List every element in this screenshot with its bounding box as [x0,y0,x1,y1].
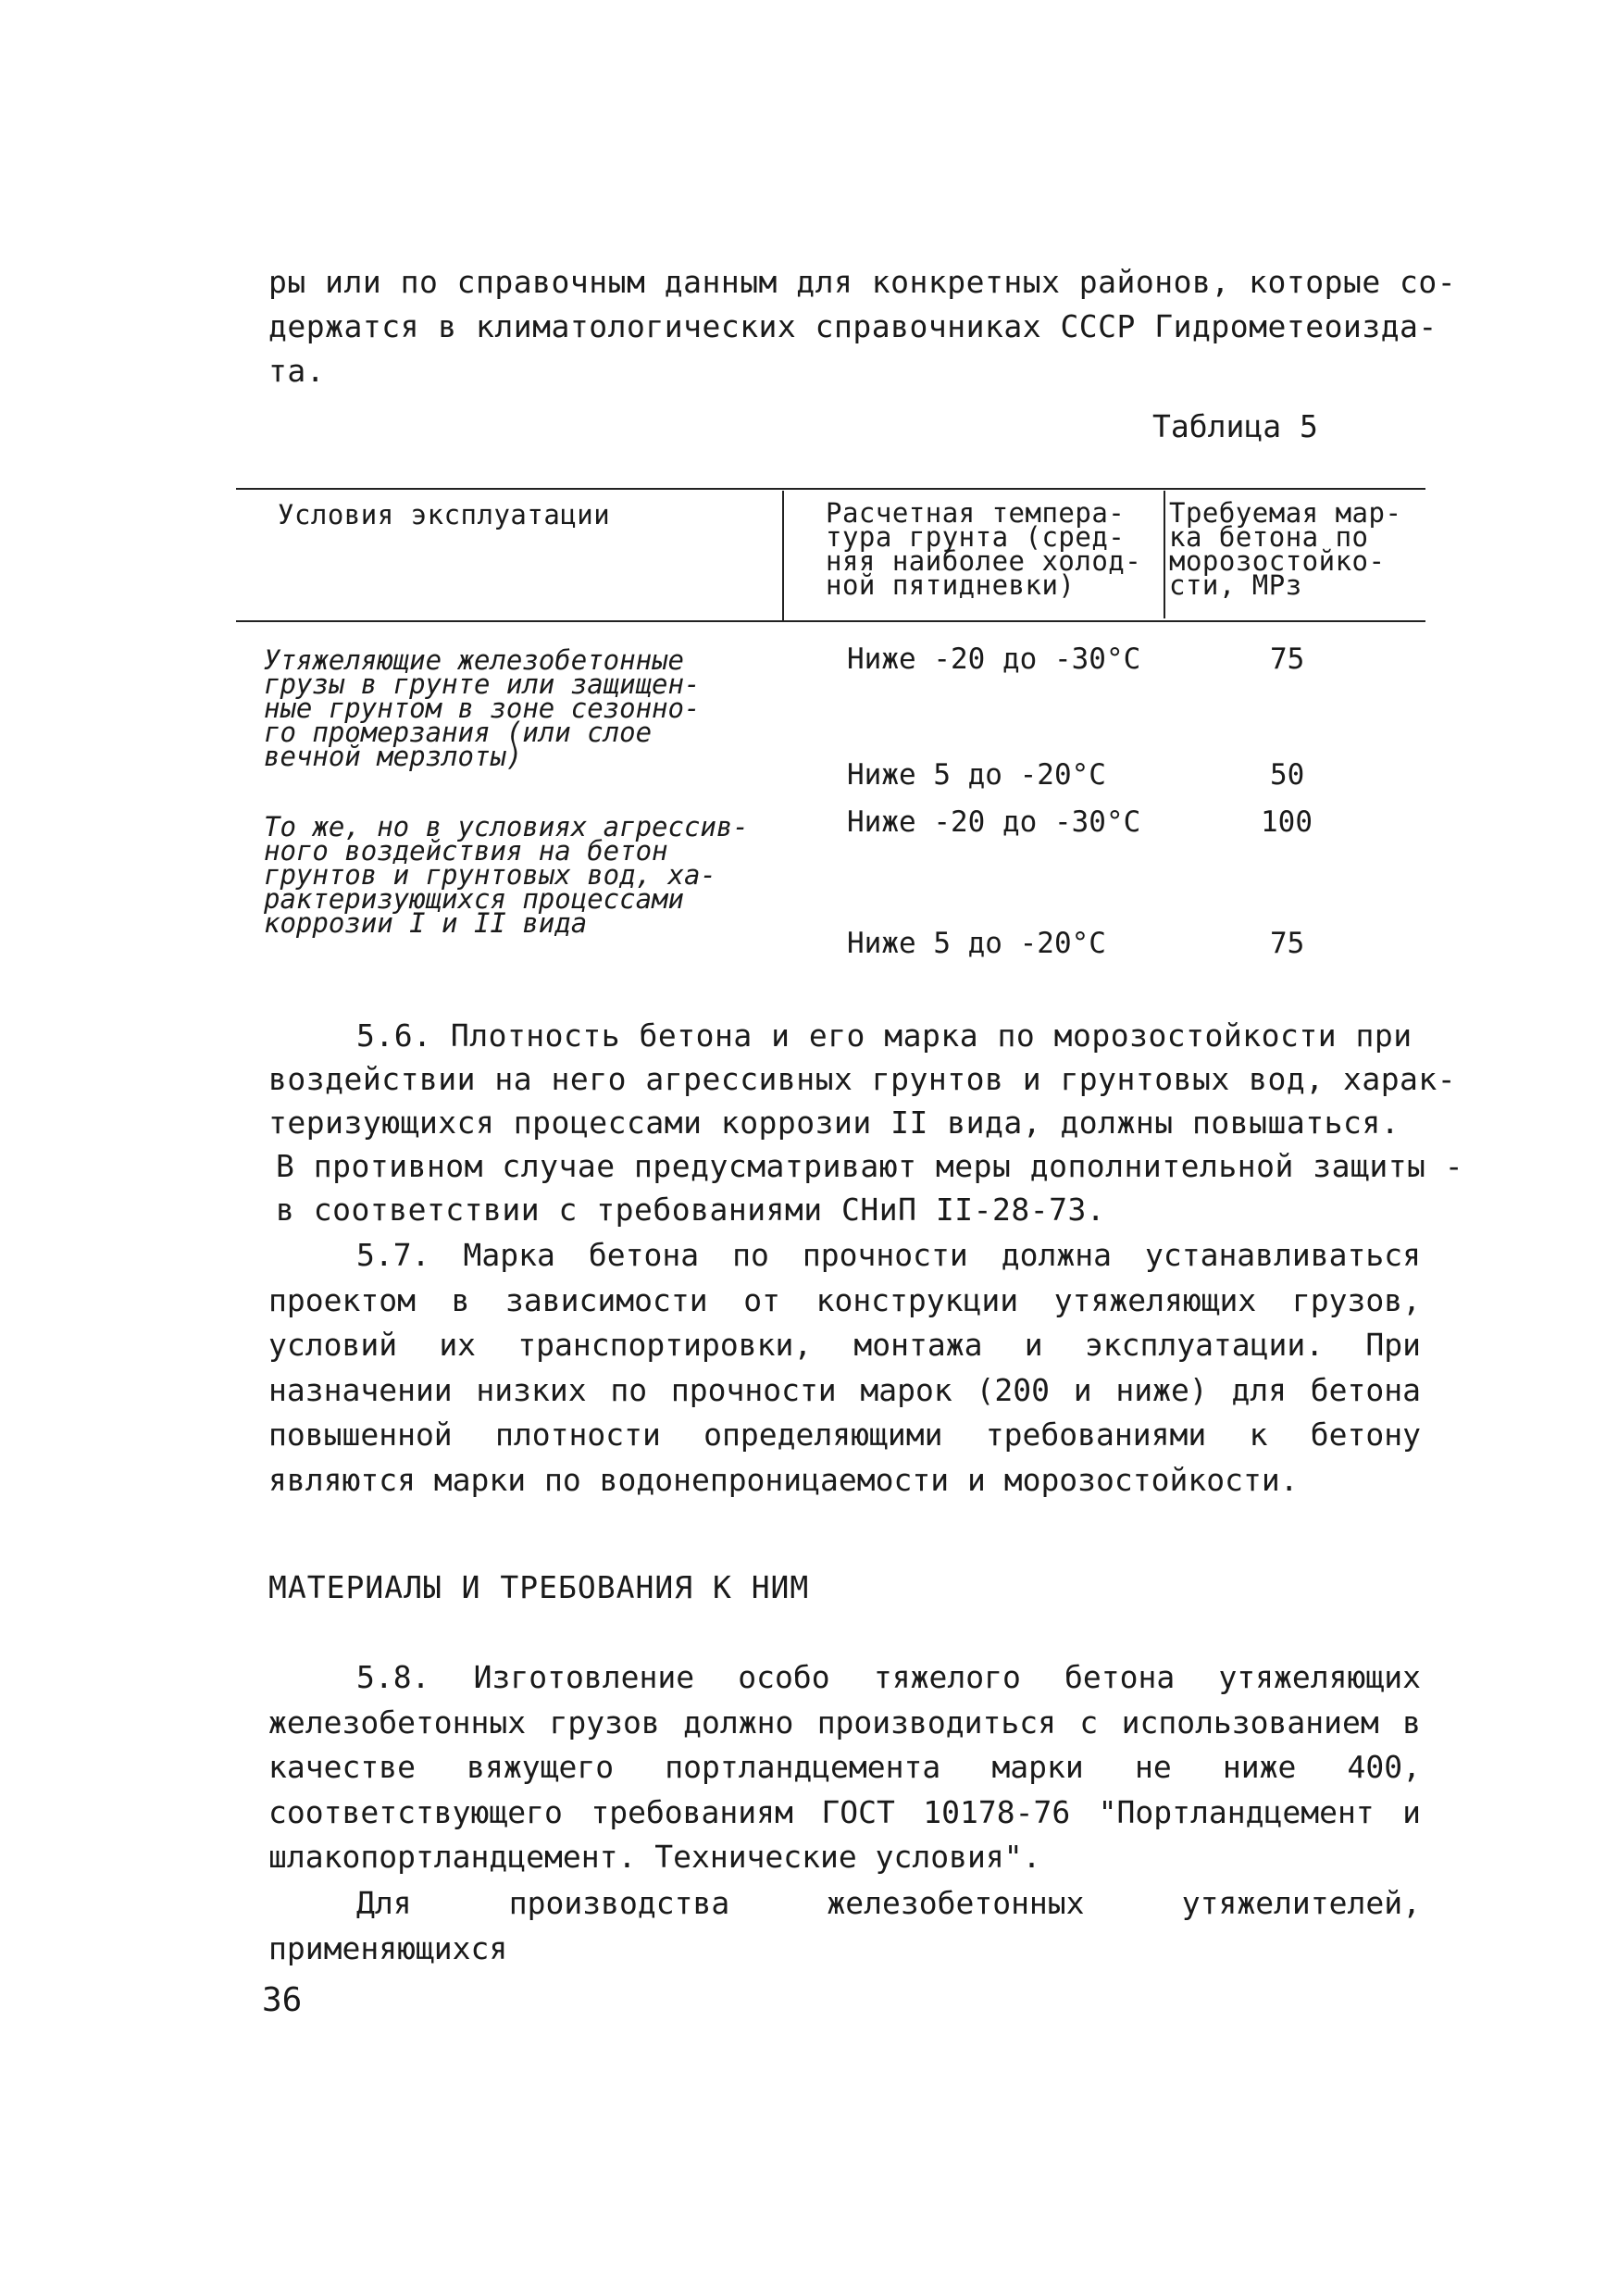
para-5-8-text: 5.8. Изготовление особо тяжелого бетона утяжеляющих железобетонных грузов должно производиться с использованием в качестве вяжущего портландцемента марки не ниже 400, соответствующего требованиям ГОСТ 10178-76 "Портландцемент и шлакопортландцемент. Технические условия". [268,1659,1421,1875]
row-2-temp-2: Ниже 5 до -20°С [847,927,1106,960]
row-1-grade-2: 50 [1270,758,1305,792]
intro-line-2: держатся в климатологических справочниках СССР Гидрометеоизда- [268,308,1438,344]
row-1-temp-1: Ниже -20 до -30°С [847,643,1141,676]
column-divider-2 [1164,491,1165,618]
section-heading: МАТЕРИАЛЫ И ТРЕБОВАНИЯ К НИМ [268,1569,810,1605]
para-5-6-line-1: 5.6. Плотность бетона и его марка по морозостойкости при [356,1017,1413,1054]
para-5-9-text: Для производства железобетонных утяжелителей, применяющихся [268,1885,1421,1966]
para-5-6-line-3: теризующихся процессами коррозии II вида, должны повышаться. [268,1104,1400,1141]
table-top-rule [236,488,1425,490]
intro-line-1: ры или по справочным данным для конкретных районов, которые со- [268,264,1457,300]
row-1-condition: Утяжеляющие железобетонные грузы в грунте или защищен- ные грунтом в зоне сезонно- го промерзания (или слое вечной мерзлоты) [264,644,701,772]
table-header-rule [236,620,1425,622]
para-5-7-text: 5.7. Марка бетона по прочности должна устанавливаться проектом в зависимости от конструкции утяжеляющих грузов, условий их транспортировки, монтажа и эксплуатации. При назначении низких по прочности марок (200 и ниже) для бетона повышенной плотности определяющими требованиями к бетону являются марки по водонепроницаемости и морозостойкости. [268,1237,1421,1498]
para-5-9 [268,1881,1421,1971]
row-1-grade-1: 75 [1270,643,1305,676]
header-required-grade: Требуемая мар- ка бетона по морозостойко- сти, МРз [1169,497,1402,601]
para-5-7 [268,1233,1421,1503]
para-5-6-line-4: В противном случае предусматривают меры дополнительной защиты - [276,1148,1464,1184]
para-5-6-line-5: в соответствии с требованиями СНиП II-28-73. [276,1192,1106,1228]
row-2-grade-2: 75 [1270,927,1305,960]
intro-line-3: та. [268,353,326,389]
para-5-8 [268,1655,1421,1880]
column-divider-1 [782,491,784,620]
page-number: 36 [262,1981,303,2019]
header-operating-conditions: Условия эксплуатации [278,499,611,530]
row-2-grade-1: 100 [1261,805,1313,839]
para-5-6-line-2: воздействии на него агрессивных грунтов и грунтовых вод, харак- [268,1061,1457,1097]
row-1-temp-2: Ниже 5 до -20°С [847,758,1106,792]
header-ground-temperature: Расчетная темпера- тура грунта (сред- няя наиболее холод- ной пятидневки) [826,497,1142,601]
table-caption: Таблица 5 [1152,408,1318,444]
row-2-condition: То же, но в условиях агрессив- ного воздействия на бетон грунтов и грунтовых вод, ха- рактеризующихся процессами коррозии I и II вида [264,811,749,939]
row-2-temp-1: Ниже -20 до -30°С [847,805,1141,839]
